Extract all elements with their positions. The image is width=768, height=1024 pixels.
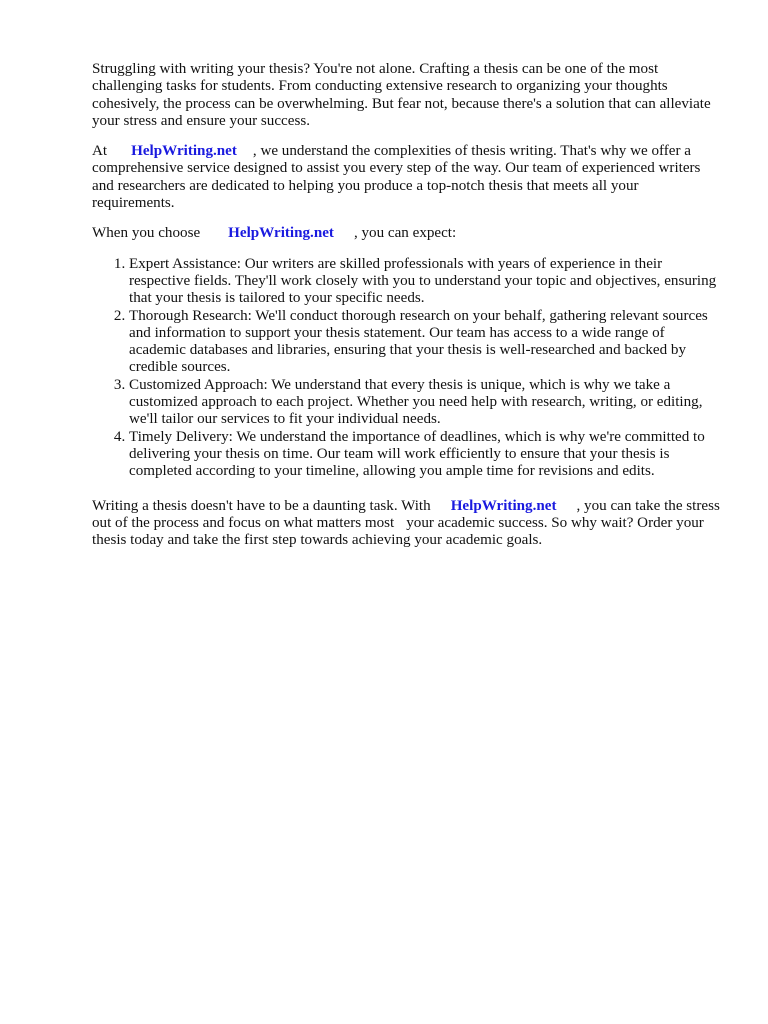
helpwriting-link[interactable]: HelpWriting.net: [450, 497, 557, 514]
closing-paragraph: [92, 498, 722, 550]
service-paragraph-body: , we understand the complexities of thesis writing. That's why we offer a comprehensive service designed to assist you every step of the way. Our team of experienced writers and researchers are dedicated to helping you produce a top-notch thesis that meets all your requirements.: [92, 143, 701, 212]
closing-paragraph-tail: your academic success. So why wait? Order your thesis today and take the first step towards achieving your academic goals.: [92, 514, 704, 549]
service-paragraph-lead: At: [92, 143, 108, 160]
service-paragraph: [92, 143, 722, 212]
document-body: [92, 61, 722, 562]
expect-paragraph-lead: When you choose: [92, 225, 201, 242]
expect-paragraph: [92, 225, 722, 242]
list-item: 4. Timely Delivery: We understand the importance of deadlines, which is why we're committed to delivering your thesis on time. Our team will work efficiently to ensure that your thesis is completed according to your timeline, allowing you ample time for revisions and edits.: [129, 429, 722, 481]
list-item: 1. Expert Assistance: Our writers are skilled professionals with years of experience in their respective fields. They'll work closely with you to understand your topic and objectives, ensuring that your thesis is tailored to your specific needs.: [129, 256, 722, 308]
list-item: 3. Customized Approach: We understand that every thesis is unique, which is why we take a customized approach to each project. Whether you need help with research, writing, or editing, we'll tailor our services to fit your individual needs.: [129, 377, 722, 429]
list-item: 2. Thorough Research: We'll conduct thorough research on your behalf, gathering relevant sources and information to support your thesis statement. Our team has access to a wide range of academic databases and libraries, ensuring that your thesis is well-researched and backed by credible sources.: [129, 308, 722, 377]
helpwriting-link[interactable]: HelpWriting.net: [131, 143, 237, 160]
intro-paragraph: Struggling with writing your thesis? You're not alone. Crafting a thesis can be one of the most challenging tasks for students. From conducting extensive research to organizing your thoughts cohesively, the process can be overwhelming. But fear not, because there's a solution that can alleviate your stress and ensure your success.: [92, 61, 711, 129]
expect-paragraph-tail: , you can expect:: [353, 225, 457, 242]
closing-paragraph-lead: Writing a thesis doesn't have to be a daunting task. With: [92, 497, 431, 514]
helpwriting-link[interactable]: HelpWriting.net: [228, 225, 334, 242]
closing-paragraph-mid: , you can take the stress out of the process and focus on what matters most: [92, 497, 720, 531]
benefits-list: [92, 256, 722, 481]
